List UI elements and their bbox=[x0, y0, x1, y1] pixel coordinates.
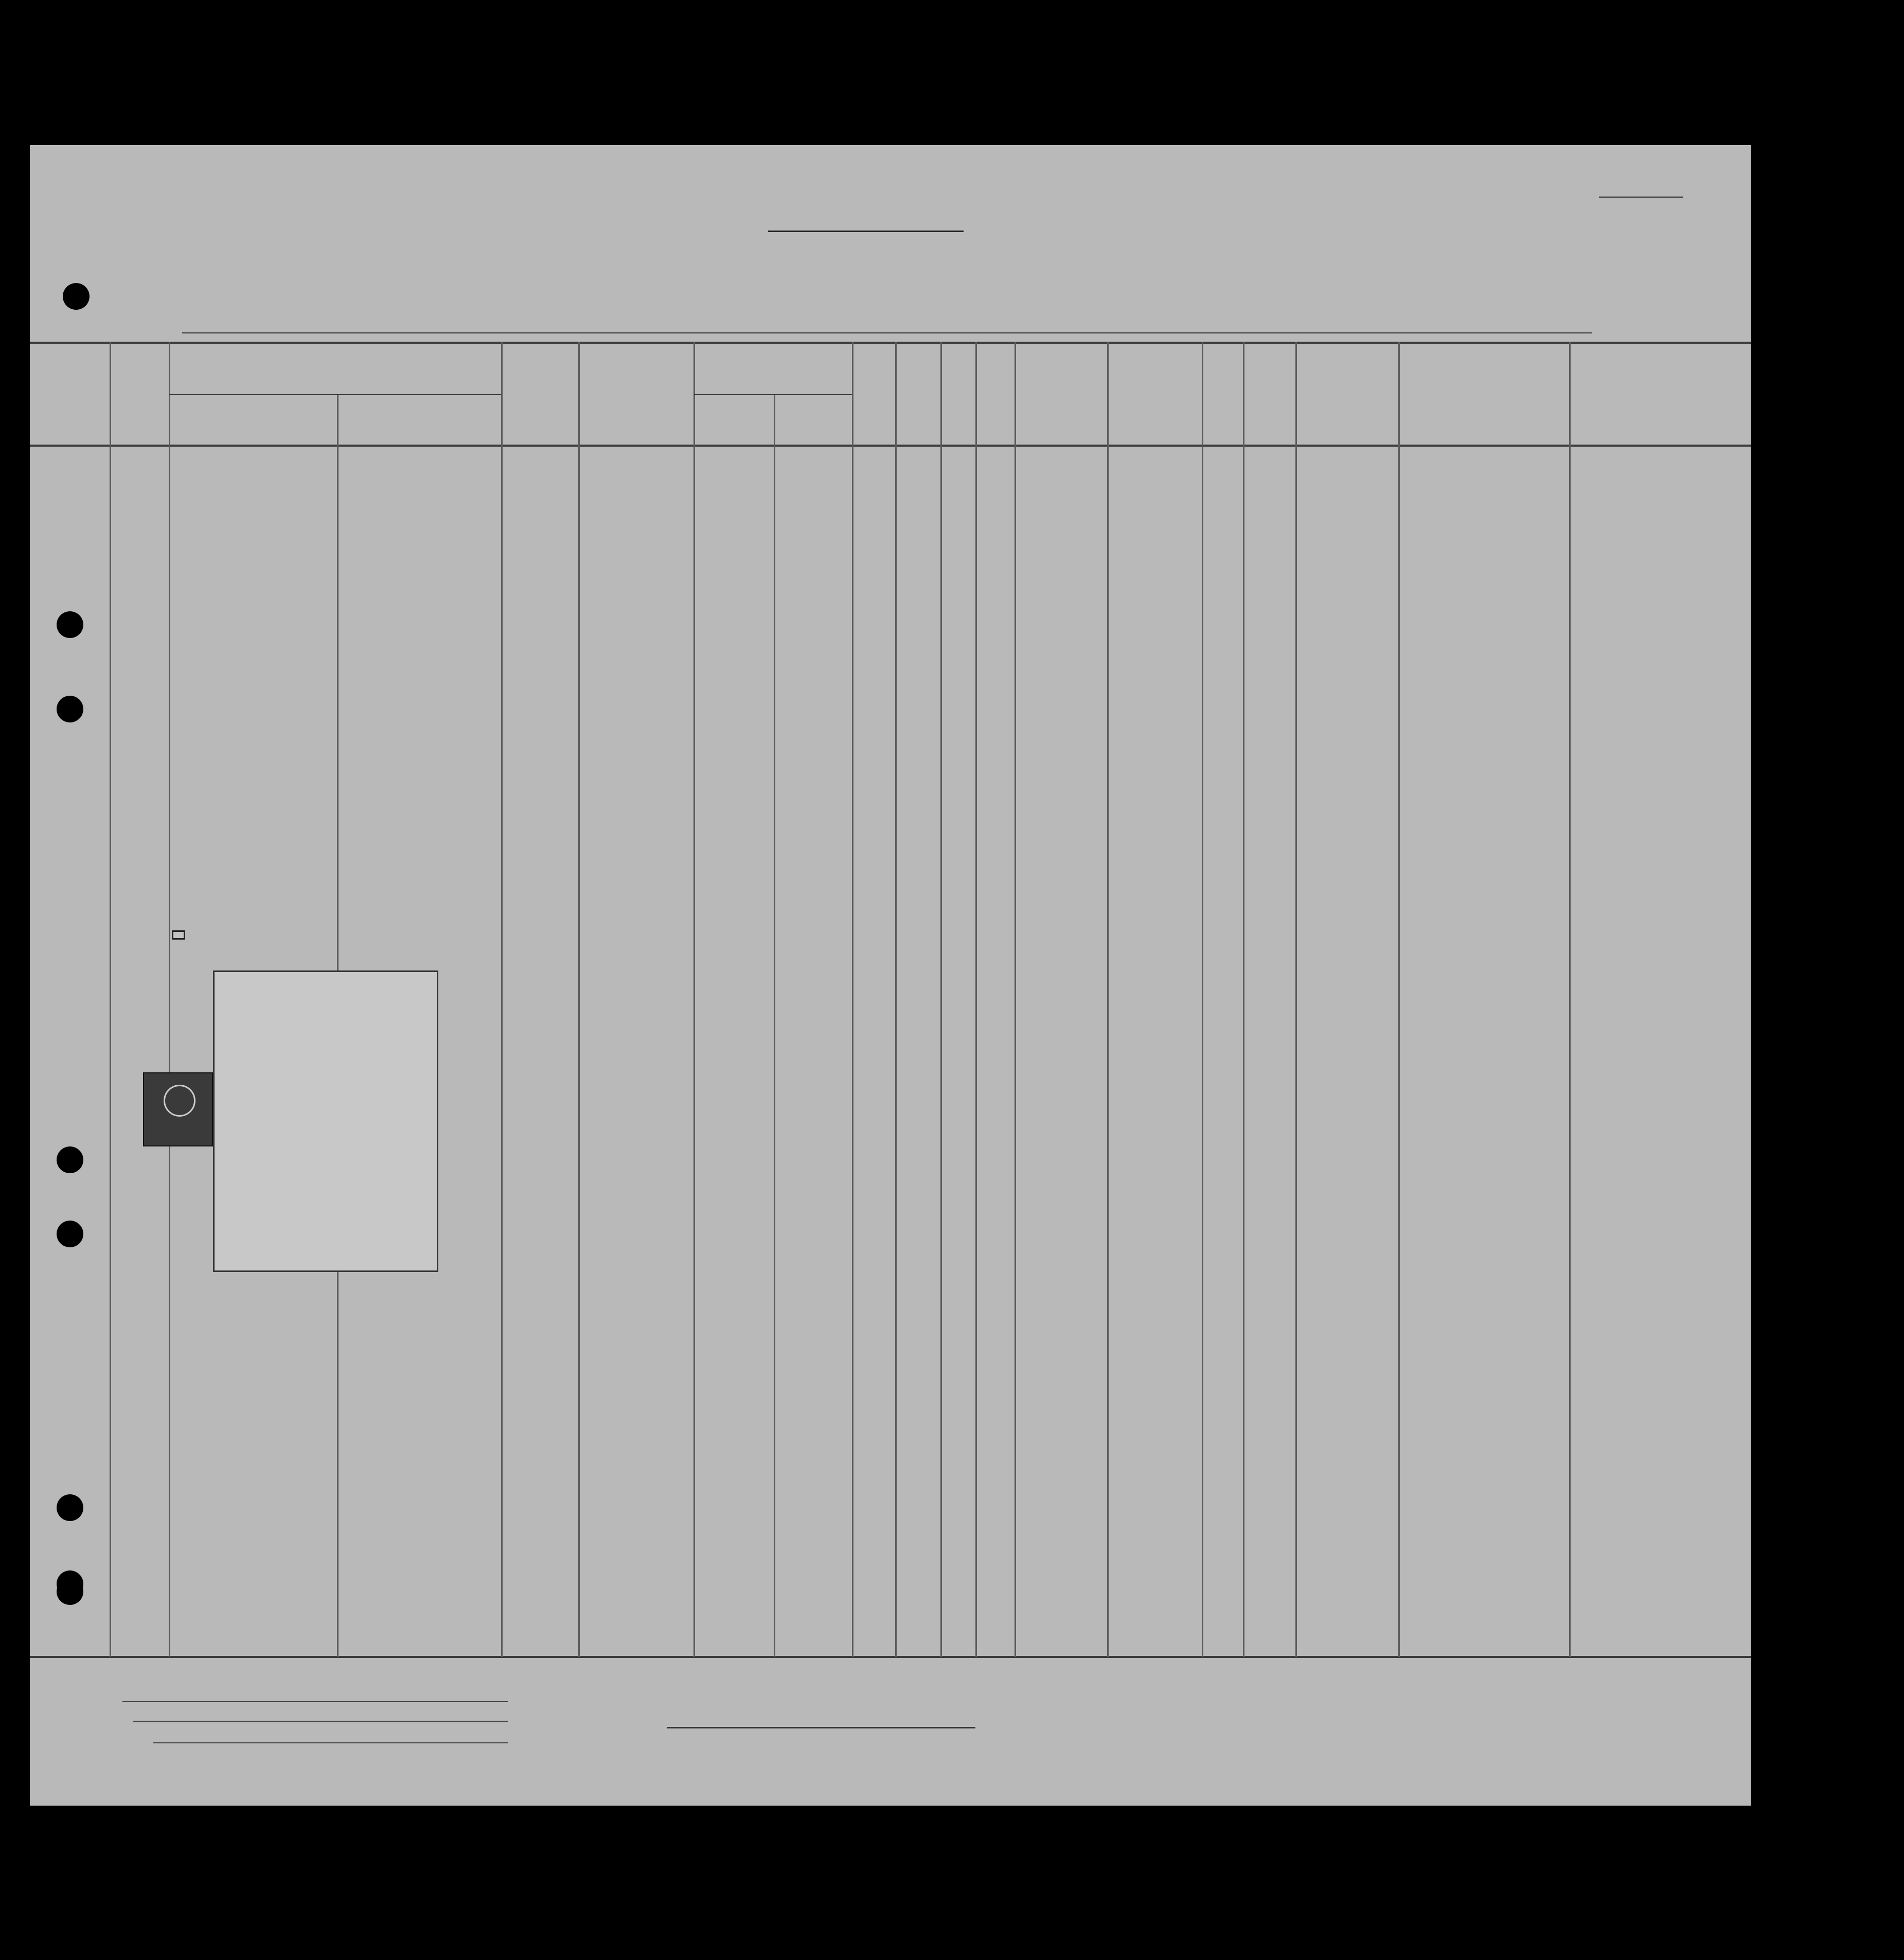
col-head-service bbox=[501, 366, 578, 387]
col-rule bbox=[501, 342, 503, 1657]
fee-stamp bbox=[143, 1072, 213, 1146]
col-rule bbox=[110, 342, 111, 1657]
punch-hole bbox=[57, 1494, 83, 1521]
col-rule bbox=[852, 342, 853, 1657]
punch-hole bbox=[57, 1221, 83, 1247]
col-rule bbox=[1569, 342, 1571, 1657]
col-rule bbox=[940, 342, 942, 1657]
col-rule bbox=[1295, 342, 1297, 1657]
voyage-underline bbox=[182, 332, 1592, 333]
title-underline bbox=[768, 231, 964, 232]
seal-icon bbox=[164, 1085, 195, 1117]
footer-inspector-rule bbox=[667, 1727, 975, 1728]
col-rule bbox=[1202, 342, 1203, 1657]
punch-hole bbox=[57, 1578, 83, 1605]
punch-hole bbox=[57, 696, 83, 722]
name-group-rule bbox=[169, 394, 501, 395]
footer-owners-rule bbox=[133, 1721, 508, 1722]
punch-hole bbox=[63, 283, 90, 310]
shipped-group-rule bbox=[693, 394, 852, 395]
col-rule bbox=[169, 342, 170, 1657]
punch-hole bbox=[57, 611, 83, 638]
col-rule bbox=[895, 342, 897, 1657]
col-rule bbox=[693, 342, 695, 1657]
sheet-underline bbox=[1599, 197, 1683, 198]
punch-hole bbox=[57, 1146, 83, 1173]
col-rule bbox=[1107, 342, 1109, 1657]
table-top-rule bbox=[30, 342, 1751, 344]
footer-line-rule bbox=[122, 1701, 508, 1702]
closed-stamp bbox=[172, 930, 185, 940]
table-bottom-rule bbox=[30, 1656, 1751, 1658]
manifest-sheet bbox=[30, 145, 1751, 1806]
col-rule bbox=[578, 342, 580, 1657]
consular-stamp bbox=[213, 970, 438, 1272]
col-rule bbox=[1243, 342, 1244, 1657]
col-rule bbox=[1398, 342, 1400, 1657]
col-rule bbox=[774, 394, 775, 1657]
sheet-label bbox=[1528, 181, 1540, 199]
col-rule bbox=[975, 342, 977, 1657]
header-bottom-rule bbox=[30, 445, 1751, 447]
footer-agents-rule bbox=[153, 1742, 508, 1743]
col-rule bbox=[1015, 342, 1016, 1657]
